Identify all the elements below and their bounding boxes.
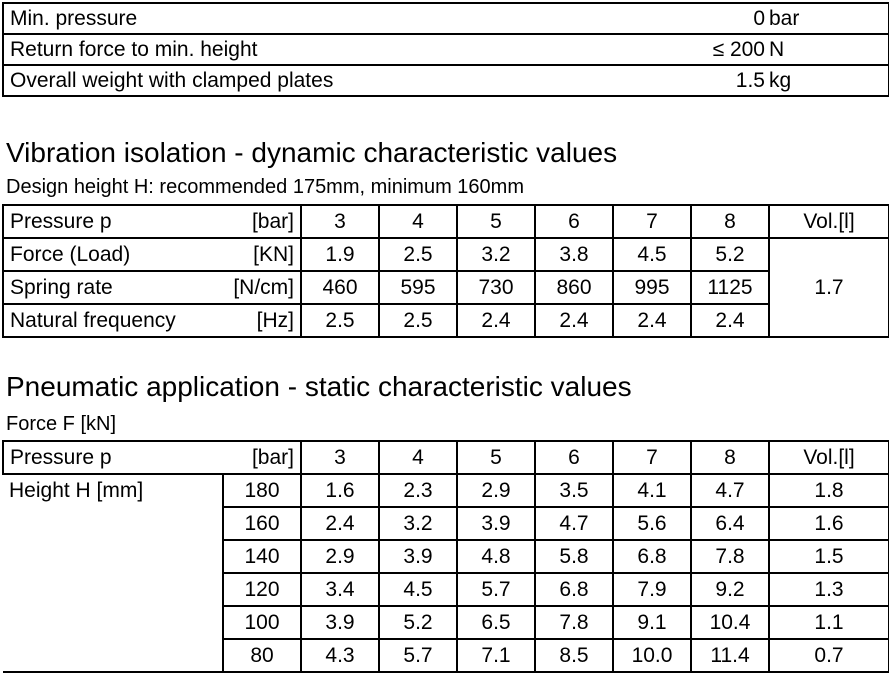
- value-cell: 7.9: [613, 573, 691, 606]
- pressure-cell: 4: [379, 441, 457, 474]
- value-cell: 7.8: [691, 540, 769, 573]
- vol-cell: 1.3: [769, 573, 889, 606]
- dynamic-row: [3, 238, 889, 271]
- dynamic-row: [3, 271, 889, 304]
- value-cell: 4.8: [457, 540, 535, 573]
- row-label: Force (Load): [3, 238, 223, 271]
- pressure-unit: [bar]: [223, 441, 301, 474]
- height-cell: 160: [223, 507, 301, 540]
- dynamic-table: [2, 204, 889, 338]
- value-cell: 730: [457, 271, 535, 304]
- pressure-cell: 5: [457, 441, 535, 474]
- summary-value: 0: [696, 3, 769, 34]
- value-cell: 2.4: [301, 507, 379, 540]
- summary-unit: N: [769, 34, 889, 65]
- vol-header: Vol.[l]: [769, 441, 889, 474]
- vol-header: Vol.[l]: [769, 205, 889, 238]
- value-cell: 4.7: [691, 474, 769, 507]
- value-cell: 4.1: [613, 474, 691, 507]
- value-cell: 5.6: [613, 507, 691, 540]
- summary-row: [3, 3, 889, 34]
- value-cell: 2.5: [379, 304, 457, 337]
- height-cell: 180: [223, 474, 301, 507]
- value-cell: 860: [535, 271, 613, 304]
- pressure-cell: 6: [535, 205, 613, 238]
- value-cell: 3.5: [535, 474, 613, 507]
- value-cell: 6.5: [457, 606, 535, 639]
- value-cell: 1125: [691, 271, 769, 304]
- vol-cell: 0.7: [769, 639, 889, 672]
- vol-cell: 1.6: [769, 507, 889, 540]
- pressure-label: Pressure p: [3, 441, 223, 474]
- row-label: Spring rate: [3, 271, 223, 304]
- summary-label: Overall weight with clamped plates: [3, 65, 696, 96]
- value-cell: 3.8: [535, 238, 613, 271]
- value-cell: 2.4: [691, 304, 769, 337]
- dynamic-header-row: [3, 205, 889, 238]
- value-cell: 3.2: [457, 238, 535, 271]
- static-header-row: [3, 441, 889, 474]
- summary-table: [2, 2, 889, 97]
- pressure-cell: 8: [691, 205, 769, 238]
- value-cell: 3.9: [301, 606, 379, 639]
- pressure-cell: 7: [613, 441, 691, 474]
- pressure-cell: 6: [535, 441, 613, 474]
- value-cell: 595: [379, 271, 457, 304]
- summary-unit: bar: [769, 3, 889, 34]
- summary-label: Return force to min. height: [3, 34, 696, 65]
- pressure-unit: [bar]: [223, 205, 301, 238]
- value-cell: 6.8: [613, 540, 691, 573]
- pressure-cell: 4: [379, 205, 457, 238]
- row-unit: [Hz]: [223, 304, 301, 337]
- static-subtitle: Force F [kN]: [6, 413, 117, 435]
- value-cell: 4.3: [301, 639, 379, 672]
- pressure-label: Pressure p: [3, 205, 223, 238]
- value-cell: 1.9: [301, 238, 379, 271]
- value-cell: 5.2: [379, 606, 457, 639]
- vol-cell: 1.1: [769, 606, 889, 639]
- value-cell: 5.8: [535, 540, 613, 573]
- height-label: Height H [mm]: [3, 474, 223, 672]
- value-cell: 10.4: [691, 606, 769, 639]
- value-cell: 5.2: [691, 238, 769, 271]
- pressure-cell: 8: [691, 441, 769, 474]
- value-cell: 3.2: [379, 507, 457, 540]
- value-cell: 2.9: [457, 474, 535, 507]
- value-cell: 995: [613, 271, 691, 304]
- vol-cell: 1.8: [769, 474, 889, 507]
- static-table: [2, 440, 889, 673]
- value-cell: 2.5: [301, 304, 379, 337]
- value-cell: 11.4: [691, 639, 769, 672]
- height-cell: 100: [223, 606, 301, 639]
- value-cell: 3.9: [379, 540, 457, 573]
- value-cell: 4.5: [379, 573, 457, 606]
- value-cell: 6.8: [535, 573, 613, 606]
- summary-row: [3, 65, 889, 96]
- summary-value: 1.5: [696, 65, 769, 96]
- value-cell: 3.4: [301, 573, 379, 606]
- row-unit: [N/cm]: [223, 271, 301, 304]
- row-label: Natural frequency: [3, 304, 223, 337]
- pressure-cell: 7: [613, 205, 691, 238]
- pressure-cell: 3: [301, 205, 379, 238]
- value-cell: 2.9: [301, 540, 379, 573]
- value-cell: 2.3: [379, 474, 457, 507]
- summary-row: [3, 34, 889, 65]
- dynamic-row: [3, 304, 889, 337]
- summary-value: ≤ 200: [696, 34, 769, 65]
- summary-unit: kg: [769, 65, 889, 96]
- value-cell: 7.8: [535, 606, 613, 639]
- value-cell: 6.4: [691, 507, 769, 540]
- height-cell: 120: [223, 573, 301, 606]
- value-cell: 4.7: [535, 507, 613, 540]
- row-unit: [KN]: [223, 238, 301, 271]
- value-cell: 2.5: [379, 238, 457, 271]
- value-cell: 5.7: [379, 639, 457, 672]
- value-cell: 7.1: [457, 639, 535, 672]
- pressure-cell: 5: [457, 205, 535, 238]
- height-cell: 80: [223, 639, 301, 672]
- value-cell: 9.2: [691, 573, 769, 606]
- pressure-cell: 3: [301, 441, 379, 474]
- value-cell: 2.4: [613, 304, 691, 337]
- value-cell: 460: [301, 271, 379, 304]
- value-cell: 5.7: [457, 573, 535, 606]
- value-cell: 9.1: [613, 606, 691, 639]
- value-cell: 10.0: [613, 639, 691, 672]
- value-cell: 3.9: [457, 507, 535, 540]
- vol-cell: 1.5: [769, 540, 889, 573]
- dynamic-subtitle: Design height H: recommended 175mm, minimum 160mm: [6, 176, 524, 198]
- summary-label: Min. pressure: [3, 3, 696, 34]
- value-cell: 2.4: [457, 304, 535, 337]
- value-cell: 4.5: [613, 238, 691, 271]
- value-cell: 8.5: [535, 639, 613, 672]
- height-cell: 140: [223, 540, 301, 573]
- dynamic-title: Vibration isolation - dynamic characteristic values: [6, 137, 618, 168]
- value-cell: 1.6: [301, 474, 379, 507]
- vol-value: 1.7: [769, 238, 889, 337]
- static-title: Pneumatic application - static characteristic values: [6, 371, 632, 402]
- static-row: [3, 474, 889, 507]
- value-cell: 2.4: [535, 304, 613, 337]
